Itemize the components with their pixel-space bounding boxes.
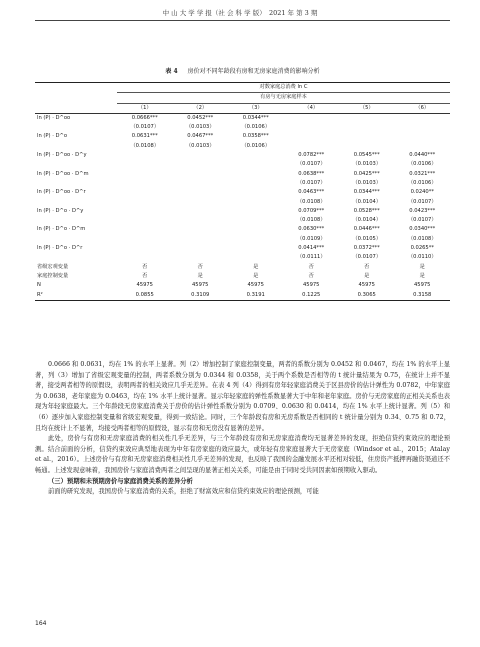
table-cell (228, 253, 284, 262)
table-cell (117, 253, 173, 262)
table-cell (117, 207, 173, 216)
table-cell (395, 132, 451, 141)
table-cell: （0.0105） (352, 235, 382, 242)
table-cell (173, 207, 229, 216)
table-cell (228, 216, 284, 225)
table-cell (117, 216, 173, 225)
table-cell (117, 244, 173, 253)
table-cell: 是 (364, 272, 370, 279)
table-cell (228, 235, 284, 244)
table-cell: （0.0103） (185, 142, 215, 149)
table-cell: （0.0104） (352, 198, 382, 205)
row-label (35, 198, 117, 207)
table-row (35, 253, 450, 262)
table-cell: 0.0467*** (187, 133, 214, 140)
table-cell (228, 151, 284, 160)
table-cell: 0.0638*** (298, 170, 325, 177)
column-header: （3） (228, 103, 284, 113)
table-cell (228, 244, 284, 253)
table-cell: （0.0104） (352, 217, 382, 224)
table-cell (339, 123, 395, 132)
section-heading: （三）预期和未预期房价与家庭消费关系的差异分析 (48, 477, 193, 485)
table-cell: （0.0106） (407, 161, 437, 168)
table-number: 表 4 (165, 68, 178, 75)
table-row (35, 113, 450, 123)
table-cell: 是 (253, 272, 259, 279)
table-cell: 0.0344*** (242, 114, 269, 121)
table-cell: （0.0106） (241, 142, 271, 149)
table-cell (173, 188, 229, 197)
table-cell (228, 179, 284, 188)
table-cell (395, 123, 451, 132)
table-cell: 0.0425*** (353, 170, 380, 177)
page-number: 164 (35, 620, 47, 627)
row-label (35, 160, 117, 169)
table-cell (173, 253, 229, 262)
row-label: 家庭控制变量 (37, 272, 69, 279)
table-cell (117, 198, 173, 207)
table-cell: 是 (419, 263, 425, 270)
table-cell: 0.0855 (117, 291, 173, 301)
table-cell (228, 188, 284, 197)
table-cell (395, 142, 451, 151)
table-row (35, 263, 450, 272)
span-header-consumption: 对数家庭总消费 ln C (117, 83, 450, 93)
table-cell: 0.0358*** (242, 133, 269, 140)
table-cell: 0.0321*** (409, 170, 436, 177)
table-cell (228, 207, 284, 216)
row-label: ln (P) · D^o · D^m (37, 226, 86, 233)
row-label (35, 142, 117, 151)
table-row (35, 235, 450, 244)
table-cell: （0.0107） (296, 179, 326, 186)
table-cell (284, 113, 340, 123)
table-cell (117, 160, 173, 169)
table-row (35, 123, 450, 132)
table-row (35, 170, 450, 179)
table-cell: 0.3158 (395, 291, 451, 301)
table-cell: （0.0107） (130, 124, 160, 131)
row-label (35, 216, 117, 225)
table-cell: 0.0414*** (298, 245, 325, 252)
table-cell: 0.0463*** (298, 189, 325, 196)
row-label (35, 123, 117, 132)
table-cell (228, 198, 284, 207)
table-cell: （0.0107） (407, 198, 437, 205)
table-row (35, 179, 450, 188)
table-cell: 45975 (413, 282, 431, 289)
table-cell (173, 244, 229, 253)
table-cell: 0.0372*** (353, 245, 380, 252)
table-cell: 否 (308, 263, 314, 270)
header-rule (35, 20, 450, 21)
table-cell: （0.0110） (407, 254, 437, 261)
table-cell (173, 216, 229, 225)
row-label: 省级宏观变量 (37, 263, 69, 270)
table-cell: 0.0446*** (353, 226, 380, 233)
row-label (35, 235, 117, 244)
table-cell: 0.1225 (284, 291, 340, 301)
table-row (35, 207, 450, 216)
table-cell: 是 (253, 263, 259, 270)
table-cell: （0.0106） (407, 179, 437, 186)
table-cell: （0.0108） (296, 198, 326, 205)
table-cell: 0.0545*** (353, 152, 380, 159)
column-header: （2） (173, 103, 229, 113)
table-cell: 否 (142, 263, 148, 270)
table-cell (339, 142, 395, 151)
table-cell: （0.0107） (296, 161, 326, 168)
row-label: ln (P) · D^oo · D^m (37, 170, 89, 177)
table-span-row-1 (35, 83, 450, 93)
table-cell: 0.0423*** (409, 207, 436, 214)
table-cell: 0.0782*** (298, 152, 325, 159)
table-row (35, 244, 450, 253)
table-cell (173, 225, 229, 234)
table-cell: 0.3109 (173, 291, 229, 301)
table-cell: 0.0709*** (298, 207, 325, 214)
table-row (35, 272, 450, 281)
row-label (35, 253, 117, 262)
table-row (35, 160, 450, 169)
table-body (35, 113, 450, 300)
regression-table (35, 82, 450, 301)
table-cell (339, 113, 395, 123)
table-cell: （0.0109） (296, 235, 326, 242)
table-cell: （0.0108） (130, 142, 160, 149)
table-cell: 否 (142, 272, 148, 279)
row-label: ln (P) · D^o (37, 133, 68, 140)
table-cell: （0.0111） (296, 254, 326, 261)
table-cell: 45975 (191, 282, 209, 289)
paragraph: 此处，房价与有房和无房家庭消费的相关性几乎无差异，与三个年龄段有房和无房家庭消费均无显著差异的发现，拒绝信贷约束效应的理论预测。结合前面的分析，信贷约束效应典型地表现为中年有房家庭的效应最大，或年轻有房家庭显著大于无房家庭（Windsor et al.，2015；Atalay et al.，2016）。上述房价与有房和无房家庭消费相关性几乎无差异的发现，也反映了我国的金融发展水平还相对较低，住房资产抵押再融资渠道还不畅通。上述发现意味着，我国房价与家庭消费两者之间呈现的显著正相关关系，可能是由于同时受共同因素如预期收入驱动。 (35, 435, 450, 474)
table-cell: 0.0452*** (187, 114, 214, 121)
column-header: （1） (117, 103, 173, 113)
table-cell (173, 179, 229, 188)
span-header-sample: 有房与无房家庭样本 (117, 93, 450, 103)
table-cell (284, 132, 340, 141)
table-cell: 0.0631*** (131, 133, 158, 140)
table-cell (173, 151, 229, 160)
table-cell (117, 188, 173, 197)
table-cell (228, 170, 284, 179)
table-cell (117, 225, 173, 234)
table-cell: （0.0107） (352, 254, 382, 261)
column-header-row (35, 103, 450, 113)
column-header: （4） (284, 103, 340, 113)
table-cell: 是 (197, 272, 203, 279)
table-row (35, 291, 450, 301)
table-cell (117, 170, 173, 179)
table-cell (395, 113, 451, 123)
table-cell: （0.0107） (407, 217, 437, 224)
table-cell: （0.0108） (407, 235, 437, 242)
table-cell: 否 (308, 272, 314, 279)
table-row (35, 188, 450, 197)
paragraph: 前面的研究发现，我国房价与家庭消费的关系，拒绝了财富效应和信贷约束效应的理论预测，可能 (48, 488, 319, 496)
table-cell: 0.3191 (228, 291, 284, 301)
row-label (35, 179, 117, 188)
table-cell: 45975 (302, 282, 320, 289)
row-label: R² (35, 291, 117, 301)
table-cell: 0.0265** (410, 245, 434, 252)
table-cell: 0.0440*** (409, 152, 436, 159)
column-header: （6） (395, 103, 451, 113)
table-cell: 45975 (358, 282, 375, 289)
table-title: 房价对不同年龄段有房和无房家庭消费的影响分析 (187, 68, 320, 75)
table-cell: 否 (197, 263, 203, 270)
table-cell: 45975 (247, 282, 264, 289)
row-label: N (37, 282, 41, 289)
table-cell: 0.3065 (339, 291, 395, 301)
table-cell: 0.0630*** (298, 226, 325, 233)
table-cell: （0.0103） (352, 161, 382, 168)
table-cell: 0.0666*** (131, 114, 158, 121)
table-cell (117, 235, 173, 244)
table-cell (339, 132, 395, 141)
table-cell (228, 225, 284, 234)
table-row (35, 225, 450, 234)
row-label: ln (P) · D^oo (37, 114, 71, 121)
table-cell: 否 (364, 263, 370, 270)
table-cell (117, 151, 173, 160)
table-row (35, 132, 450, 141)
row-label: ln (P) · D^oo · D^r (37, 189, 86, 196)
table-cell (173, 235, 229, 244)
table-cell: （0.0106） (241, 124, 271, 131)
row-label: ln (P) · D^o · D^y (37, 207, 84, 214)
paragraph: 0.0666 和 0.0631，均在 1% 的水平上显著。列（2）增加控制了家庭控制变量，两者的系数分别为 0.0452 和 0.0467，均在 1% 的水平上显著，列（3）增加了省级宏观变量的控制，两者系数分别为 0.0344 和 0.0358，关于两个系数是否相等的 t 统计量结果为 0.75，在统计上并不显著，接受两者相等的原假设，表明两者的相关效应几乎无差异。在表 4 列（4）得到有房年轻家庭消费关于区县房价的估计弹性为 0.0782，中年家庭为 0.0638，老年家庭为 0.0463，均在 1% 水平上统计显著。显示年轻家庭的弹性系数显著大于中年和老年家庭。房价与无房家庭的正相关关系也表现为年轻家庭最大。三个年龄段无房家庭消费关于房价的估计弹性系数分别为 0.0709、0.0630 和 0.0414，均在 1% 水平上统计显著。列（5）和（6）逐步加入家庭控制变量和省级宏观变量，得到一致结论。同时，三个年龄段有房和无房系数是否相同的 t 统计量分别为 0.34、0.75 和 0.72，且均在统计上不显著，均接受两者相等的原假设，显示有房和无房没有显著的差异。 (35, 361, 450, 432)
table-row (35, 142, 450, 151)
table-row (35, 216, 450, 225)
table-cell (284, 123, 340, 132)
table-cell (173, 198, 229, 207)
table-span-row-2 (35, 93, 450, 103)
table-cell (284, 142, 340, 151)
table-row (35, 198, 450, 207)
table-cell (173, 170, 229, 179)
running-header: 中 山 大 学 学 报（社 会 科 学 版） 2021 年 第 3 期 (162, 9, 318, 17)
table-row (35, 281, 450, 290)
table-cell (173, 160, 229, 169)
row-label: ln (P) · D^oo · D^y (37, 152, 87, 159)
table-cell: （0.0108） (296, 217, 326, 224)
table-cell (117, 179, 173, 188)
table-cell (228, 160, 284, 169)
row-label: ln (P) · D^o · D^r (37, 245, 83, 252)
table-cell: 0.0528*** (353, 207, 380, 214)
table-cell: （0.0103） (185, 124, 215, 131)
table-cell: （0.0103） (352, 179, 382, 186)
column-header: （5） (339, 103, 395, 113)
table-cell: 是 (419, 272, 425, 279)
table-cell: 0.0340*** (409, 226, 436, 233)
body-text (35, 360, 450, 498)
table-cell: 45975 (136, 282, 153, 289)
table-cell: 0.0240** (410, 189, 434, 196)
table-row (35, 151, 450, 160)
table-cell: 0.0344*** (353, 189, 380, 196)
table-caption (35, 66, 450, 75)
